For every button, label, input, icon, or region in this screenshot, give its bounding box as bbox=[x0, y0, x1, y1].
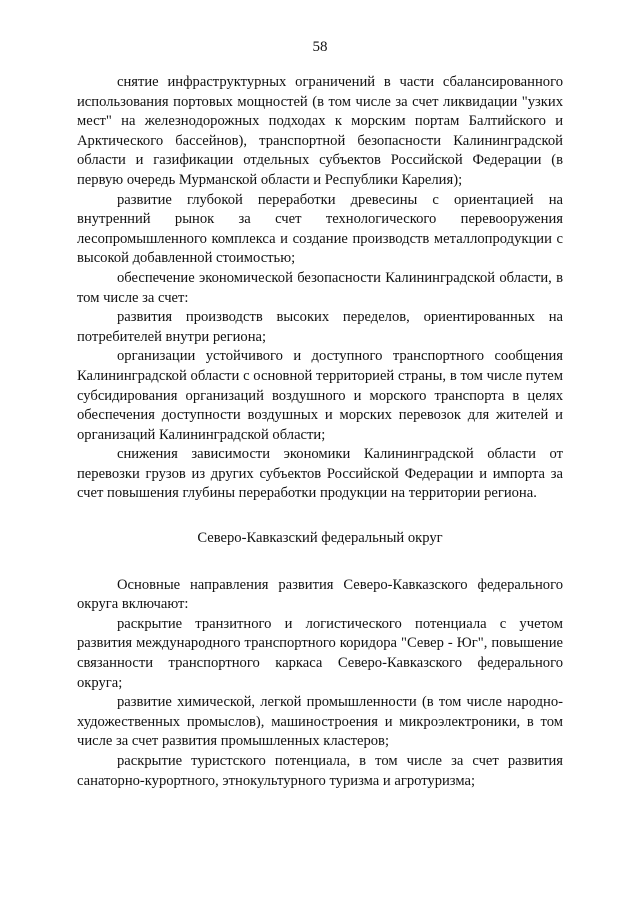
paragraph: организации устойчивого и доступного транспортного сообщения Калининградской области с основной территорией страны, в том числе путем субсидирования организаций воздушного и морского транспорта в целях обеспечения доступности воздушных и морских перевозок для жителей и организаций Калининградской области; bbox=[77, 348, 563, 443]
page-number: 58 bbox=[312, 39, 328, 55]
section-heading: Северо-Кавказский федеральный округ bbox=[197, 530, 443, 547]
paragraph: раскрытие транзитного и логистического потенциала с учетом развития международного транспортного коридора "Север - Юг", повышение связанности транспортного каркаса Северо-Кавказского федерального округа; bbox=[77, 615, 563, 691]
paragraph: раскрытие туристского потенциала, в том числе за счет развития санаторно-курортного, этнокультурного туризма и агротуризма; bbox=[77, 753, 563, 789]
paragraph: обеспечение экономической безопасности Калининградской области, в том числе за счет: bbox=[77, 269, 563, 306]
paragraph: развитие химической, легкой промышленности (в том числе народно-художественных промыслов), машиностроения и микроэлектроники, в том числе за счет развития промышленных кластеров; bbox=[77, 694, 563, 750]
document-body bbox=[77, 73, 563, 791]
paragraph: снятие инфраструктурных ограничений в части сбалансированного использования портовых мощностей (в том числе за счет ликвидации "узких мест" на железнодорожных подходах к морским портам Балтийского и Арктического бассейнов), транспортной безопасности Калининградской области и газификации отдельных субъектов Российской Федерации (в первую очередь Мурманской области и Республики Карелия); bbox=[77, 74, 563, 188]
paragraph: Основные направления развития Северо-Кавказского федерального округа включают: bbox=[77, 576, 563, 613]
paragraph: снижения зависимости экономики Калининградской области от перевозки грузов из других субъектов Российской Федерации и импорта за счет повышения глубины переработки продукции на территории региона. bbox=[77, 446, 563, 502]
paragraph: развитие глубокой переработки древесины с ориентацией на внутренний рынок за счет технологического перевооружения лесопромышленного комплекса и создание производств металлопродукции с высокой добавленной стоимостью; bbox=[77, 191, 563, 267]
paragraph: развития производств высоких переделов, ориентированных на потребителей внутри региона; bbox=[77, 309, 563, 345]
